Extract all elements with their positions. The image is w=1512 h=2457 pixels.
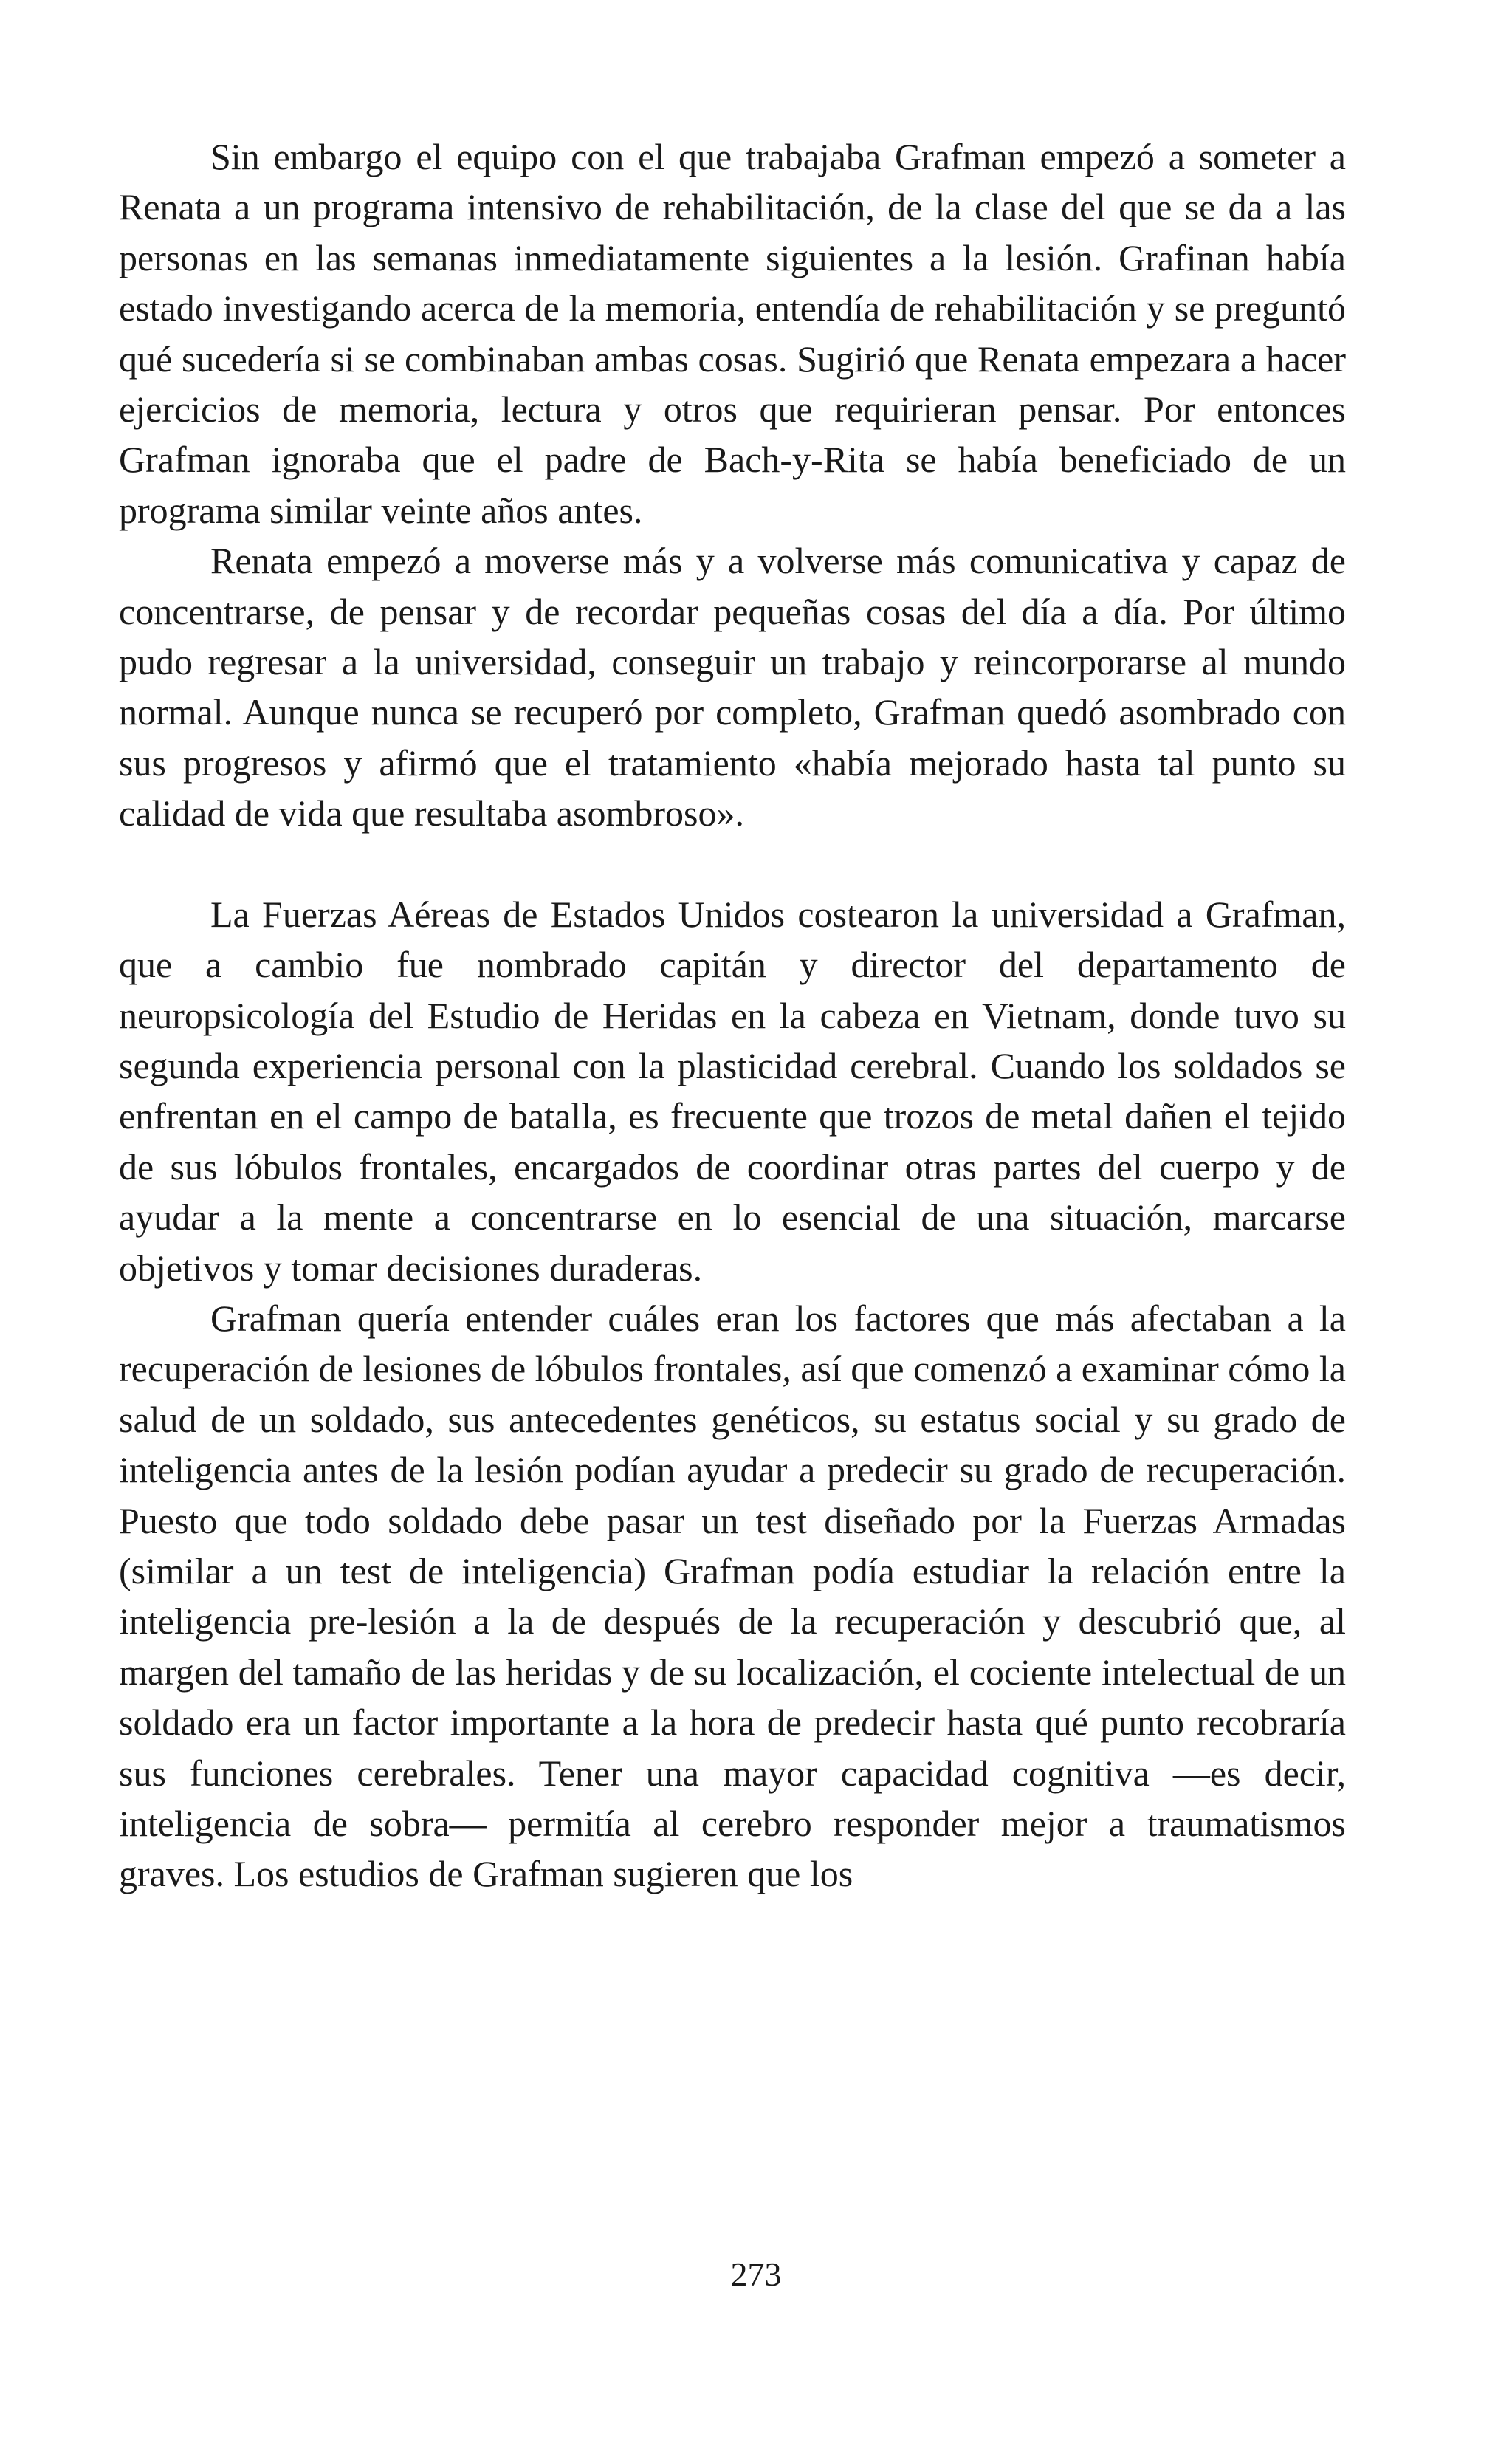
- paragraph-air-force-vietnam: La Fuerzas Aéreas de Estados Unidos costearon la universidad a Grafman, que a cambio fue nombrado capitán y director del departamento de neuropsicología del Estudio de Heridas en la cabeza en Vietnam, donde tuvo su segunda experiencia personal con la plasticidad cerebral. Cuando los soldados se enfrentan en el campo de batalla, es frecuente que trozos de metal dañen el tejido de sus lóbulos frontales, encargados de coordinar otras partes del cuerpo y de ayudar a la mente a concentrarse en lo esencial de una situación, marcarse objetivos y tomar decisiones duraderas.: [119, 893, 1346, 1289]
- paragraph-renata-recovery: Renata empezó a moverse más y a volverse más comunicativa y capaz de concentrarse, de pensar y de recordar pequeñas cosas del día a día. Por último pudo regresar a la universidad, conseguir un trabajo y reincorporarse al mundo normal. Aunque nunca se recuperó por completo, Grafman quedó asombrado con sus progresos y afirmó que el tratamiento «había mejorado hasta tal punto su calidad de vida que resultaba asombroso».: [119, 540, 1346, 835]
- paragraph-rehabilitation-program: Sin embargo el equipo con el que trabajaba Grafman empezó a someter a Renata a un programa intensivo de rehabilitación, de la clase del que se da a las personas en las semanas inmediatamente siguientes a la lesión. Grafinan había estado investigando acerca de la memoria, entendía de rehabilitación y se preguntó qué sucedería si se combinaban ambas cosas. Sugirió que Renata empezara a hacer ejercicios de memoria, lectura y otros que requirieran pensar. Por entonces Grafman ignoraba que el padre de Bach-y-Rita se había beneficiado de un programa similar veinte años antes.: [119, 136, 1346, 531]
- section-break: [119, 839, 1346, 889]
- page-number: 273: [730, 2255, 782, 2293]
- paragraph-frontal-lobe-recovery: Grafman quería entender cuáles eran los factores que más afectaban a la recuperación de lesiones de lóbulos frontales, así que comenzó a examinar cómo la salud de un soldado, sus antecedentes genéticos, su estatus social y su grado de inteligencia antes de la lesión podían ayudar a predecir su grado de recuperación. Puesto que todo soldado debe pasar un test diseñado por la Fuerzas Armadas (similar a un test de inteligencia) Grafman podía estudiar la relación entre la inteligencia pre-lesión a la de después de la recuperación y descubrió que, al margen del tamaño de las heridas y de su localización, el cociente intelectual de un soldado era un factor importante a la hora de predecir hasta qué punto recobraría sus funciones cerebrales. Tener una mayor capacidad cognitiva —es decir, inteligencia de sobra— permitía al cerebro responder mejor a traumatismos graves. Los estudios de Grafman sugieren que los: [119, 1297, 1346, 1895]
- book-page-body: [119, 131, 1346, 1899]
